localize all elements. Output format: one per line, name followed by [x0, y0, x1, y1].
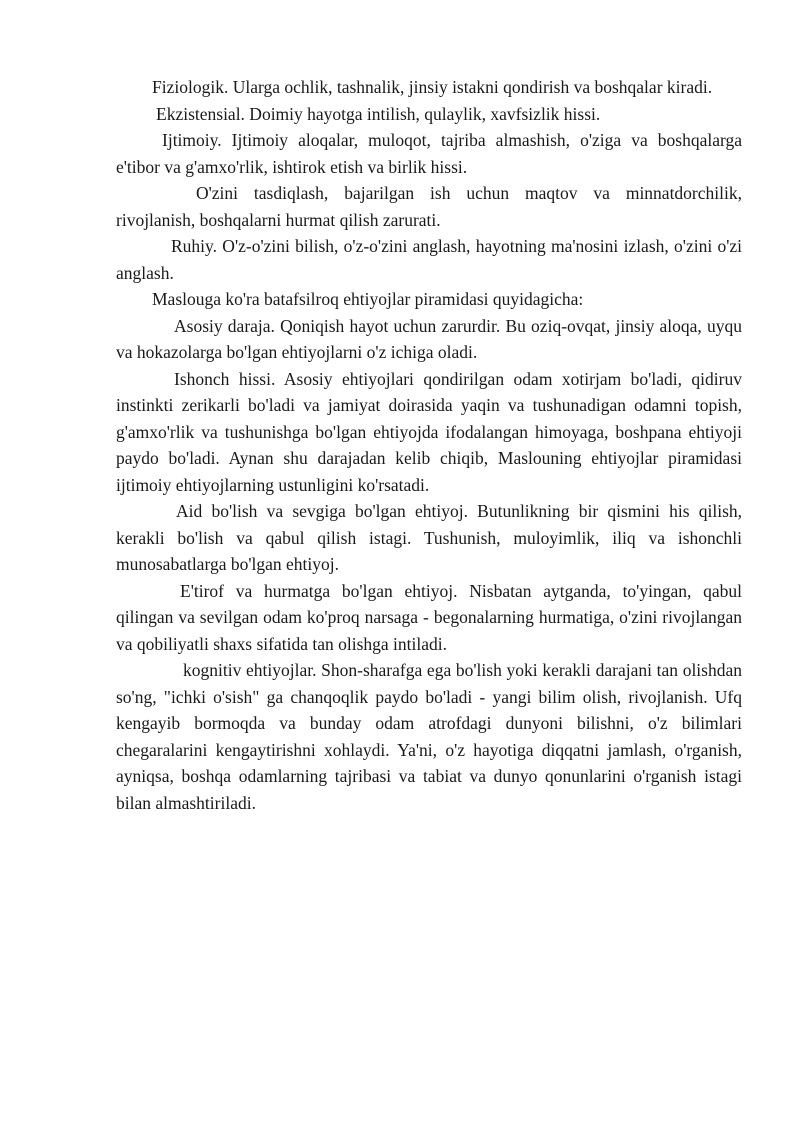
paragraph-fiziologik: Fiziologik. Ularga ochlik, tashnalik, jinsiy istakni qondirish va boshqalar kiradi.	[152, 77, 713, 97]
paragraph-aid-bolish: Aid bo'lish va sevgiga bo'lgan ehtiyoj. Butunlikning bir qismini his qilish, kerakli bo'lish va qabul qilish istagi. Tushunish, muloyimlik, iliq va ishonchli munosabatlarga bo'lgan ehtiyoj.	[116, 501, 742, 574]
paragraph-kognitiv: kognitiv ehtiyojlar. Shon-sharafga ega bo'lish yoki kerakli darajani tan olishdan so'ng, "ichki o'sish" ga chanqoqlik paydo bo'ladi - yangi bilim olish, rivojlanish. Ufq kengayib bormoqda va bunday odam atrofdagi dunyoni bilishni, o'z bilimlari chegaralarini kengaytirishni xohlaydi. Ya'ni, o'z hayotiga diqqatni jamlash, o'rganish, ayniqsa, boshqa odamlarning tajribasi va tabiat va dunyo qonunlarini o'rganish istagi bilan almashtiriladi.	[116, 660, 742, 813]
paragraph-ishonch-hissi: Ishonch hissi. Asosiy ehtiyojlari qondirilgan odam xotirjam bo'ladi, qidiruv instinkti zerikarli bo'ladi va jamiyat doirasida yaqin va tushunadigan odamni topish, g'amxo'rlik va tushunishga bo'lgan ehtiyojda ifodalangan himoyaga, boshpana ehtiyoji paydo bo'ladi. Aynan shu darajadan kelib chiqib, Maslouning ehtiyojlar piramidasi ijtimoiy ehtiyojlarning ustunligini ko'rsatadi.	[116, 368, 742, 495]
paragraph-ekzistensial: Ekzistensial. Doimiy hayotga intilish, qulaylik, xavfsizlik hissi.	[156, 103, 601, 124]
document-page	[116, 74, 742, 816]
paragraph-ijtimoiy: Ijtimoiy. Ijtimoiy aloqalar, muloqot, tajriba almashish, o'ziga va boshqalarga e'tibor va g'amxo'rlik, ishtirok etish va birlik hissi.	[116, 130, 742, 177]
paragraph-maslou-intro: Maslouga ko'ra batafsilroq ehtiyojlar piramidasi quyidagicha:	[152, 289, 584, 309]
paragraph-etirof: E'tirof va hurmatga bo'lgan ehtiyoj. Nisbatan aytganda, to'yingan, qabul qilingan va sevilgan odam ko'proq narsaga - begonalarning hurmatiga, o'zini rivojlangan va qobiliyatli shaxs sifatida tan olishga intiladi.	[116, 580, 742, 654]
paragraph-ozini-tasdiqlash: O'zini tasdiqlash, bajarilgan ish uchun maqtov va minnatdorchilik, rivojlanish, boshqalarni hurmat qilish zarurati.	[116, 183, 742, 230]
paragraph-ruhiy: Ruhiy. O'z-o'zini bilish, o'z-o'zini anglash, hayotning ma'nosini izlash, o'zini o'zi anglash.	[116, 236, 742, 283]
paragraph-asosiy-daraja: Asosiy daraja. Qoniqish hayot uchun zarurdir. Bu oziq-ovqat, jinsiy aloqa, uyqu va hokazolarga bo'lgan ehtiyojlarni o'z ichiga oladi.	[116, 315, 742, 362]
